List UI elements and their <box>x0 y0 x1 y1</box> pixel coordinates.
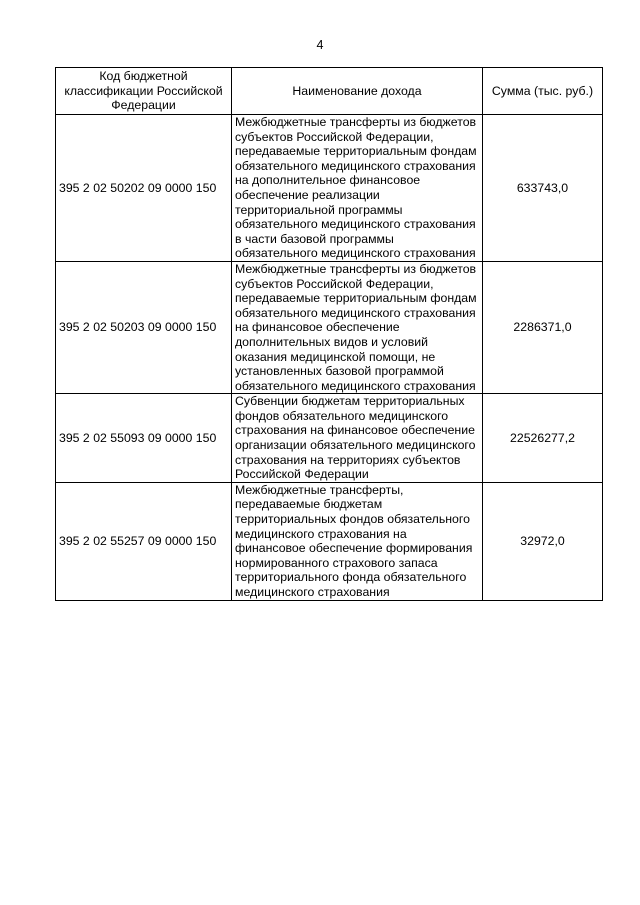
table-row <box>56 482 603 600</box>
amount-cell: 2286371,0 <box>483 261 603 393</box>
budget-code-cell: 395 2 02 55257 09 0000 150 <box>56 482 232 600</box>
header-amount: Сумма (тыс. руб.) <box>483 68 603 115</box>
budget-code-cell: 395 2 02 55093 09 0000 150 <box>56 394 232 483</box>
amount-cell: 633743,0 <box>483 115 603 262</box>
table-row <box>56 394 603 483</box>
budget-code-cell: 395 2 02 50202 09 0000 150 <box>56 115 232 262</box>
income-name-cell: Субвенции бюджетам территориальных фондов обязательного медицинского страхования на финансовое обеспечение организации обязательного медицинского страхования на территориях субъектов Российской Федерации <box>232 394 483 483</box>
amount-cell: 22526277,2 <box>483 394 603 483</box>
page-number: 4 <box>316 38 324 52</box>
income-name-cell: Межбюджетные трансферты, передаваемые бюджетам территориальных фондов обязательного медицинского страхования на финансовое обеспечение формирования нормированного страхового запаса территориального фонда обязательного медицинского страхования <box>232 482 483 600</box>
income-name-cell: Межбюджетные трансферты из бюджетов субъектов Российской Федерации, передаваемые территориальным фондам обязательного медицинского страхования на дополнительное финансовое обеспечение реализации территориальной программы обязательного медицинского страхования в части базовой программы обязательного медицинского страхования <box>232 115 483 262</box>
table-row <box>56 261 603 393</box>
income-name-cell: Межбюджетные трансферты из бюджетов субъектов Российской Федерации, передаваемые территориальным фондам обязательного медицинского страхования на финансовое обеспечение дополнительных видов и условий оказания медицинской помощи, не установленных базовой программой обязательного медицинского страхования <box>232 261 483 393</box>
income-table <box>55 67 603 601</box>
header-budget-code: Код бюджетной классификации Российской Федерации <box>56 68 232 115</box>
amount-cell: 32972,0 <box>483 482 603 600</box>
budget-code-cell: 395 2 02 50203 09 0000 150 <box>56 261 232 393</box>
table-header-row <box>56 68 603 115</box>
table-row <box>56 115 603 262</box>
header-income-name: Наименование дохода <box>232 68 483 115</box>
